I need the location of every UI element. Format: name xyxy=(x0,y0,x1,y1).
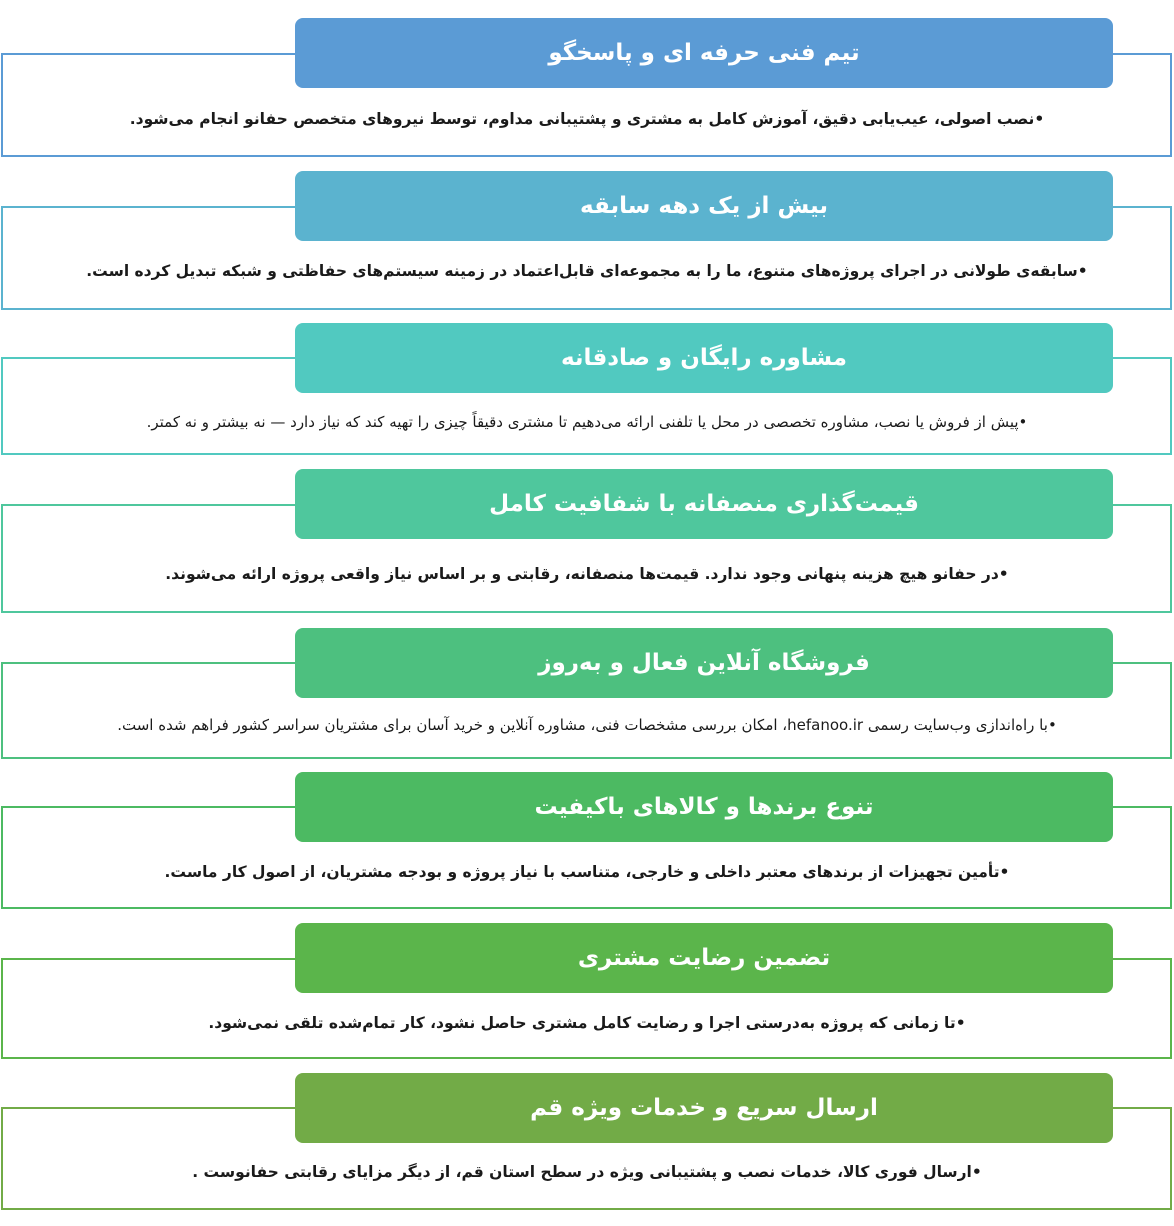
feature-text-content: تأمین تجهیزات از برندهای معتبر داخلی و خارجی، متناسب با نیاز پروژه و بودجه مشتریان، از اصول کار ماست. xyxy=(164,863,1000,881)
feature-text xyxy=(40,1014,1134,1032)
feature-title: فروشگاه آنلاین فعال و به‌روز xyxy=(295,628,1113,698)
feature-text-content: تا زمانی که پروژه به‌درستی اجرا و رضایت کامل مشتری حاصل نشود، کار تمام‌شده تلقی نمی‌شود. xyxy=(208,1014,956,1032)
bullet: • xyxy=(1047,716,1057,734)
feature-text-content: ارسال فوری کالا، خدمات نصب و پشتیبانی ویژه در سطح استان قم، از دیگر مزایای رقابتی حفانوست . xyxy=(192,1163,972,1181)
feature-item xyxy=(0,18,1174,168)
feature-text-content: سابقه‌ی طولانی در اجرای پروژه‌های متنوع، ما را به مجموعه‌ای قابل‌اعتماد در زمینه سیستم‌های حفاظتی و شبکه تبدیل کرده است. xyxy=(86,262,1078,280)
feature-title: تضمین رضایت مشتری xyxy=(295,923,1113,993)
bullet: • xyxy=(1077,262,1088,280)
feature-text xyxy=(40,863,1134,881)
feature-title: ارسال سریع و خدمات ویژه قم xyxy=(295,1073,1113,1143)
feature-title: قیمت‌گذاری منصفانه با شفافیت کامل xyxy=(295,469,1113,539)
feature-title: مشاوره رایگان و صادقانه xyxy=(295,323,1113,393)
feature-item xyxy=(0,469,1174,619)
bullet: • xyxy=(955,1014,966,1032)
feature-text xyxy=(40,716,1134,734)
bullet: • xyxy=(998,565,1009,583)
feature-item xyxy=(0,1073,1174,1223)
feature-text xyxy=(40,1163,1134,1181)
feature-item xyxy=(0,323,1174,473)
feature-text xyxy=(40,262,1134,280)
feature-item xyxy=(0,171,1174,321)
bullet: • xyxy=(999,863,1010,881)
bullet: • xyxy=(1034,110,1045,128)
feature-item xyxy=(0,628,1174,778)
feature-text xyxy=(40,413,1134,431)
feature-item xyxy=(0,772,1174,922)
feature-title: بیش از یک دهه سابقه xyxy=(295,171,1113,241)
feature-text-content: نصب اصولی، عیب‌یابی دقیق، آموزش کامل به مشتری و پشتیبانی مداوم، توسط نیروهای متخصص حفانو انجام می‌شود. xyxy=(129,110,1035,128)
bullet: • xyxy=(971,1163,982,1181)
feature-text xyxy=(40,565,1134,583)
feature-title: تنوع برندها و کالاهای باکیفیت xyxy=(295,772,1113,842)
feature-item xyxy=(0,923,1174,1073)
feature-text-content: پیش از فروش یا نصب، مشاوره تخصصی در محل یا تلفنی ارائه می‌دهیم تا مشتری دقیقاً چیزی را تهیه کند که نیاز دارد — نه بیشتر و نه کمتر. xyxy=(146,413,1019,431)
feature-text-content: در حفانو هیچ هزینه پنهانی وجود ندارد. قیمت‌ها منصفانه، رقابتی و بر اساس نیاز واقعی پروژه ارائه می‌شوند. xyxy=(165,565,999,583)
feature-title: تیم فنی حرفه ای و پاسخگو xyxy=(295,18,1113,88)
bullet: • xyxy=(1018,413,1028,431)
feature-text xyxy=(40,110,1134,128)
feature-text-content: با راه‌اندازی وب‌سایت رسمی hefanoo.ir، امکان بررسی مشخصات فنی، مشاوره آنلاین و خرید آسان برای مشتریان سراسر کشور فراهم شده است. xyxy=(117,716,1048,734)
